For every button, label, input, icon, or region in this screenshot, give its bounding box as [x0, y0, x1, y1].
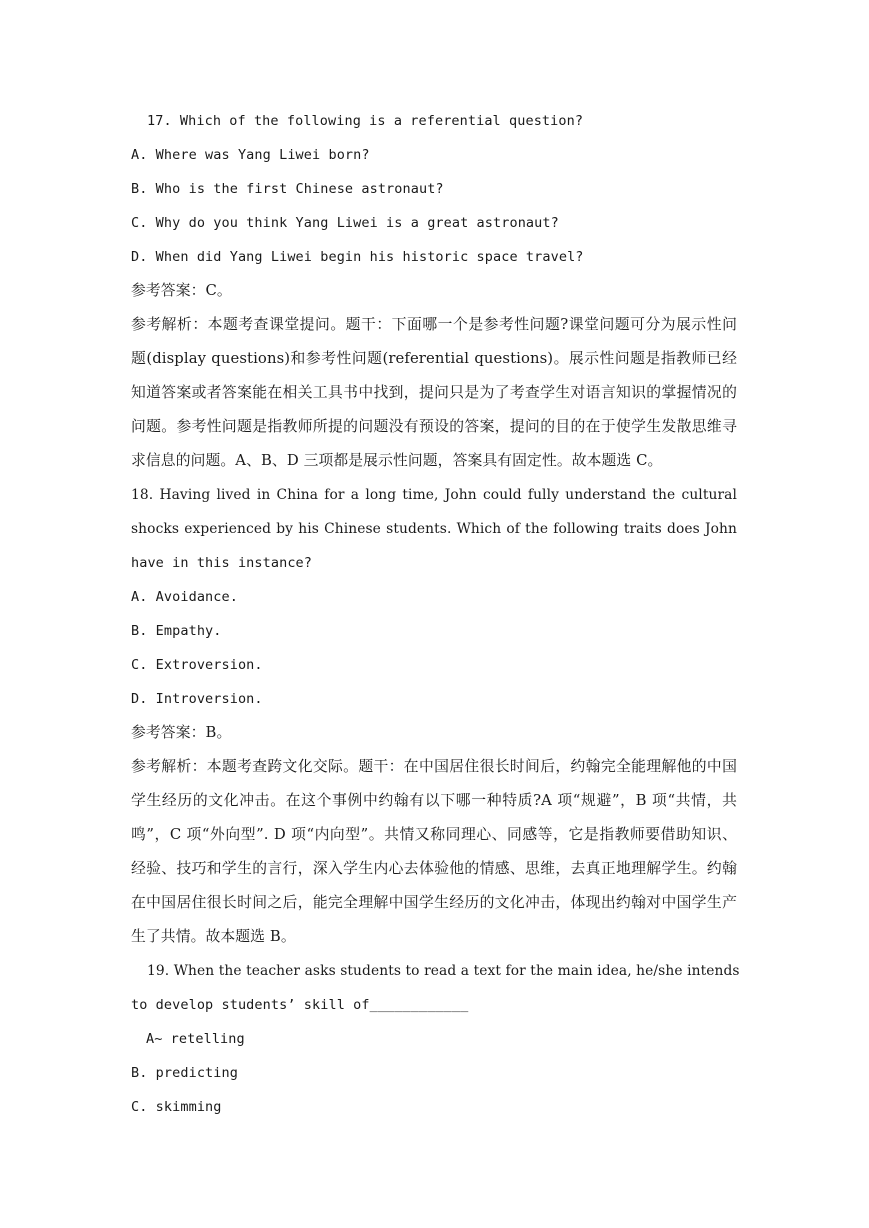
question-18-stem-line: shocks experienced by his Chinese students. Which of the following traits does John [131, 521, 737, 537]
question-17-stem: 17. Which of the following is a referential question? [147, 113, 584, 129]
question-18-analysis-line: 生了共情。故本题选 B。 [131, 928, 296, 945]
question-17-analysis-line: 问题。参考性问题是指教师所提的问题没有预设的答案，提问的目的在于使学生发散思维寻 [131, 418, 737, 435]
question-17-analysis-line: 知道答案或者答案能在相关工具书中找到，提问只是为了考查学生对语言知识的掌握情况的 [131, 384, 737, 401]
question-18-analysis-line: 参考解析：本题考查跨文化交际。题干：在中国居住很长时间后，约翰完全能理解他的中国 [131, 758, 737, 775]
question-19-stem-line: 19. When the teacher asks students to read a text for the main idea, he/she intends [147, 963, 740, 979]
document-page [131, 104, 741, 1124]
question-19-stem-line: to develop students’ skill of____________ [131, 997, 469, 1013]
question-18-analysis-line: 经验、技巧和学生的言行，深入学生内心去体验他的情感、思维，去真正地理解学生。约翰 [131, 860, 737, 877]
question-18-analysis-line: 在中国居住很长时间之后，能完全理解中国学生经历的文化冲击，体现出约翰对中国学生产 [131, 894, 737, 911]
question-17-analysis-line: 求信息的问题。A、B、D 三项都是展示性问题，答案具有固定性。故本题选 C。 [131, 452, 663, 469]
question-17-option-c: C. Why do you think Yang Liwei is a great astronaut? [131, 215, 559, 231]
question-17-analysis-line: 参考解析：本题考查课堂提问。题干：下面哪一个是参考性问题?课堂问题可分为展示性问 [131, 316, 737, 333]
question-18-analysis-line: 鸣”，C 项“外向型”. D 项“内向型”。共情又称同理心、同感等，它是指教师要借助知识、 [131, 826, 737, 843]
question-19-option-c: C. skimming [131, 1099, 222, 1115]
question-18-stem-line: 18. Having lived in China for a long time, John could fully understand the cultural [131, 487, 737, 503]
question-18-stem-line: have in this instance? [131, 555, 313, 571]
question-18-option-d: D. Introversion. [131, 691, 263, 707]
question-18-option-b: B. Empathy. [131, 623, 222, 639]
question-17-option-a: A. Where was Yang Liwei born? [131, 147, 370, 163]
question-18-analysis-line: 学生经历的文化冲击。在这个事例中约翰有以下哪一种特质?A 项“规避”，B 项“共情，共 [131, 792, 737, 809]
question-18-answer: 参考答案：B。 [131, 724, 232, 741]
question-17-analysis-line: 题(display questions)和参考性问题(referential questions)。展示性问题是指教师已经 [131, 350, 737, 367]
question-19-option-b: B. predicting [131, 1065, 238, 1081]
question-18-option-a: A. Avoidance. [131, 589, 238, 605]
question-19-option-a: A~ retelling [146, 1031, 245, 1047]
question-17-option-b: B. Who is the first Chinese astronaut? [131, 181, 444, 197]
question-17-option-d: D. When did Yang Liwei begin his historic space travel? [131, 249, 584, 265]
question-17-answer: 参考答案：C。 [131, 282, 232, 299]
question-18-option-c: C. Extroversion. [131, 657, 263, 673]
